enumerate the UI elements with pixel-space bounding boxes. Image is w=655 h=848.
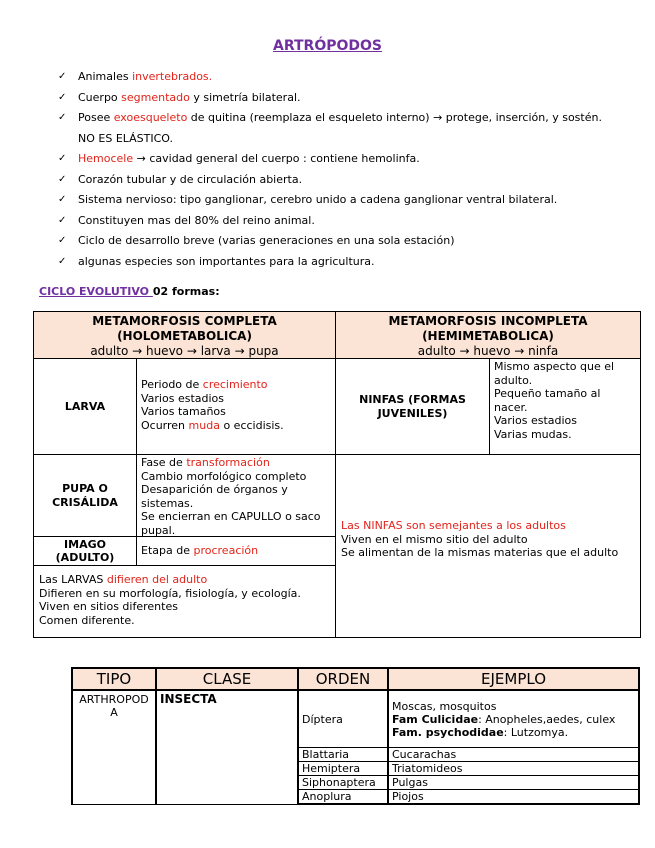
check-icon: ✓ bbox=[58, 194, 67, 205]
characteristics-list bbox=[58, 67, 618, 272]
ejemplo-cell: Cucarachas bbox=[388, 748, 639, 762]
check-icon: ✓ bbox=[58, 71, 67, 82]
classification-table bbox=[71, 667, 640, 805]
larvas-differ-note: Las LARVAS difieren del adulto Difieren en su morfología, fisiología, y ecología. Viven en sitios diferentes Comen diferente. bbox=[33, 565, 336, 638]
list-item: ✓ Cuerpo segmentado y simetría bilateral. bbox=[58, 88, 618, 109]
incomplete-header: METAMORFOSIS INCOMPLETA (HEMIMETABOLICA) adulto → huevo → ninfa bbox=[335, 311, 641, 359]
page-title: ARTRÓPODOS bbox=[273, 38, 382, 54]
larva-label: LARVA bbox=[33, 358, 137, 455]
list-item: ✓ Hemocele → cavidad general del cuerpo : contiene hemolinfa. bbox=[58, 149, 618, 170]
orden-cell: Siphonaptera bbox=[298, 776, 388, 790]
header-orden: ORDEN bbox=[298, 668, 388, 690]
orden-cell: Blattaria bbox=[298, 748, 388, 762]
imago-description: Etapa de procreación bbox=[136, 536, 336, 566]
ciclo-link[interactable]: CICLO EVOLUTIVO bbox=[39, 285, 153, 298]
ninfas-similar-note: Las NINFAS son semejantes a los adultos Viven en el mismo sitio del adulto Se alimentan de la mismas materias que el adulto bbox=[335, 454, 641, 638]
list-item: ✓ Animales invertebrados. bbox=[58, 67, 618, 88]
ciclo-heading: CICLO EVOLUTIVO 02 formas: bbox=[39, 285, 220, 298]
orden-cell: Anoplura bbox=[298, 790, 388, 805]
list-item: ✓ Posee exoesqueleto de quitina (reemplaza el esqueleto interno) → protege, inserción, y sostén. NO ES ELÁSTICO. bbox=[58, 108, 618, 149]
table-row bbox=[72, 690, 639, 748]
clase-cell: INSECTA bbox=[156, 690, 298, 804]
ejemplo-cell: Piojos bbox=[388, 790, 639, 805]
tipo-cell: ARTHROPODA bbox=[72, 690, 156, 804]
list-item: ✓ Sistema nervioso: tipo ganglionar, cerebro unido a cadena ganglionar ventral bilateral. bbox=[58, 190, 618, 211]
check-icon: ✓ bbox=[58, 173, 67, 185]
header-ejemplo: EJEMPLO bbox=[388, 668, 639, 690]
complete-header: METAMORFOSIS COMPLETA (HOLOMETABOLICA) adulto → huevo → larva → pupa bbox=[33, 311, 336, 359]
ninfas-description: Mismo aspecto que el adulto. Pequeño tamaño al nacer. Varios estadios Varias mudas. bbox=[489, 358, 641, 455]
list-item: ✓ Corazón tubular y de circulación abierta. bbox=[58, 170, 618, 191]
orden-cell: Hemiptera bbox=[298, 762, 388, 776]
orden-cell: Díptera bbox=[298, 690, 388, 748]
ninfas-label: NINFAS (FORMAS JUVENILES) bbox=[335, 358, 490, 455]
ejemplo-cell: Moscas, mosquitos Fam Culicidae: Anopheles,aedes, culex Fam. psychodidae: Lutzomya. bbox=[388, 690, 639, 748]
check-icon: ✓ bbox=[58, 153, 67, 164]
table-header-row bbox=[72, 668, 639, 690]
larva-description: Periodo de crecimiento Varios estadios Varios tamaños Ocurren muda o eccidisis. bbox=[136, 358, 336, 455]
check-icon: ✓ bbox=[58, 214, 67, 226]
check-icon: ✓ bbox=[58, 255, 67, 267]
check-icon: ✓ bbox=[58, 235, 67, 246]
list-item: ✓ Constituyen mas del 80% del reino animal. bbox=[58, 211, 618, 232]
ejemplo-cell: Triatomideos bbox=[388, 762, 639, 776]
check-icon: ✓ bbox=[58, 91, 67, 103]
ejemplo-cell: Pulgas bbox=[388, 776, 639, 790]
header-tipo: TIPO bbox=[72, 668, 156, 690]
header-clase: CLASE bbox=[156, 668, 298, 690]
list-item: ✓ Ciclo de desarrollo breve (varias generaciones en una sola estación) bbox=[58, 231, 618, 252]
list-item: ✓ algunas especies son importantes para la agricultura. bbox=[58, 252, 618, 273]
pupa-label: PUPA O CRISÁLIDA bbox=[33, 454, 137, 537]
check-icon: ✓ bbox=[58, 112, 67, 123]
imago-label: IMAGO (ADULTO) bbox=[33, 536, 137, 566]
pupa-description: Fase de transformación Cambio morfológico completo Desaparición de órganos y sistemas. Se encierran en CAPULLO o saco pupal. bbox=[136, 454, 336, 537]
